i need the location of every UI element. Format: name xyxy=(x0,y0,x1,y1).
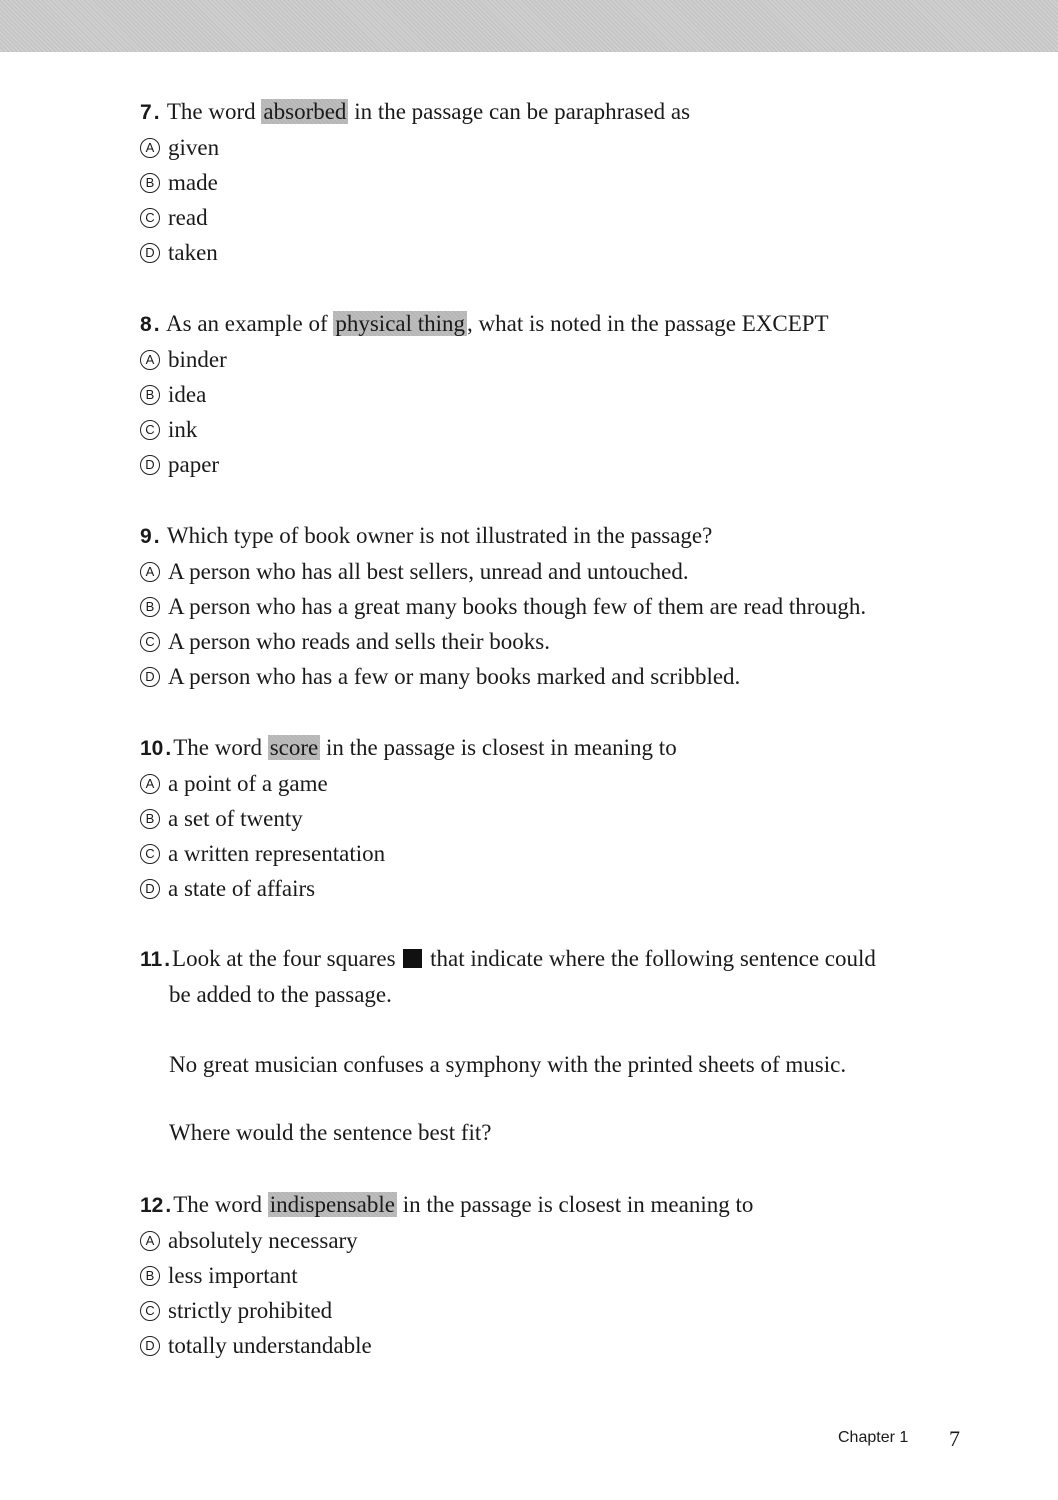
question-prompt: Where would the sentence best fit? xyxy=(169,1120,492,1145)
question-stem: 10.The word score in the passage is closest in meaning to xyxy=(140,735,677,760)
question-10 xyxy=(140,730,1020,906)
option-letter-circle: C xyxy=(140,632,160,652)
option-letter-circle: C xyxy=(140,844,160,864)
option-b[interactable] xyxy=(140,801,1020,836)
option-a[interactable] xyxy=(140,1223,1020,1258)
option-text: a state of affairs xyxy=(168,876,316,901)
question-stem: 7. The word absorbed in the passage can be paraphrased as xyxy=(140,99,691,124)
option-c[interactable] xyxy=(140,836,1020,871)
option-letter-circle: B xyxy=(140,385,160,405)
option-text: ink xyxy=(168,417,198,442)
option-a[interactable] xyxy=(140,766,1020,801)
highlighted-word: score xyxy=(269,735,319,760)
option-text: less important xyxy=(168,1263,298,1288)
option-d[interactable] xyxy=(140,235,1020,270)
option-text: strictly prohibited xyxy=(168,1298,333,1323)
option-text: binder xyxy=(168,347,227,372)
option-text: a set of twenty xyxy=(168,806,303,831)
option-text: A person who has a great many books though few of them are read through. xyxy=(168,594,867,619)
black-square-icon xyxy=(403,949,422,968)
option-text: taken xyxy=(168,240,218,265)
option-c[interactable] xyxy=(140,624,1020,659)
option-letter-circle: A xyxy=(140,350,160,370)
option-b[interactable] xyxy=(140,589,1020,624)
option-b[interactable] xyxy=(140,1258,1020,1293)
question-number: 11 xyxy=(140,948,163,971)
option-text: absolutely necessary xyxy=(168,1228,358,1253)
question-stem: 11.Look at the four squares that indicate where the following sentence could xyxy=(140,946,876,971)
option-a[interactable] xyxy=(140,554,1020,589)
option-letter-circle: D xyxy=(140,1336,160,1356)
question-number: 10 xyxy=(140,737,164,760)
option-text: a point of a game xyxy=(168,771,328,796)
option-letter-circle: A xyxy=(140,1231,160,1251)
option-a[interactable] xyxy=(140,342,1020,377)
question-11 xyxy=(140,941,1020,1150)
question-8 xyxy=(140,306,1020,482)
option-text: given xyxy=(168,135,220,160)
option-b[interactable] xyxy=(140,165,1020,200)
option-text: totally understandable xyxy=(168,1333,372,1358)
option-text: A person who reads and sells their books. xyxy=(168,629,550,654)
highlighted-word: indispensable xyxy=(269,1192,395,1217)
question-12 xyxy=(140,1187,1020,1363)
option-letter-circle: D xyxy=(140,667,160,687)
option-letter-circle: B xyxy=(140,809,160,829)
option-letter-circle: B xyxy=(140,1266,160,1286)
option-text: a written representation xyxy=(168,841,386,866)
question-number: 9 xyxy=(140,525,152,548)
highlighted-word: absorbed xyxy=(263,99,347,124)
option-d[interactable] xyxy=(140,871,1020,906)
option-b[interactable] xyxy=(140,377,1020,412)
option-letter-circle: D xyxy=(140,879,160,899)
option-letter-circle: B xyxy=(140,597,160,617)
highlighted-word: physical thing xyxy=(335,311,466,336)
option-a[interactable] xyxy=(140,130,1020,165)
option-text: made xyxy=(168,170,218,195)
question-stem: 12.The word indispensable in the passage is closest in meaning to xyxy=(140,1192,754,1217)
page-number: 7 xyxy=(949,1426,960,1451)
insert-sentence: No great musician confuses a symphony with the printed sheets of music. xyxy=(169,1052,847,1077)
option-d[interactable] xyxy=(140,1328,1020,1363)
question-stem: 9. Which type of book owner is not illustrated in the passage? xyxy=(140,523,713,548)
top-header-band xyxy=(0,0,1058,52)
option-d[interactable] xyxy=(140,447,1020,482)
option-text: paper xyxy=(168,452,220,477)
question-stem: 8. As an example of physical thing, what is noted in the passage EXCEPT xyxy=(140,311,829,336)
option-letter-circle: D xyxy=(140,243,160,263)
option-text: A person who has all best sellers, unread and untouched. xyxy=(168,559,689,584)
footer-chapter-label: Chapter 1 xyxy=(838,1429,909,1446)
option-letter-circle: A xyxy=(140,562,160,582)
option-letter-circle: B xyxy=(140,173,160,193)
option-c[interactable] xyxy=(140,412,1020,447)
option-d[interactable] xyxy=(140,659,1020,694)
question-7 xyxy=(140,94,1020,270)
option-letter-circle: D xyxy=(140,455,160,475)
option-letter-circle: A xyxy=(140,138,160,158)
option-letter-circle: C xyxy=(140,420,160,440)
option-text: A person who has a few or many books marked and scribbled. xyxy=(168,664,741,689)
option-text: read xyxy=(168,205,208,230)
option-c[interactable] xyxy=(140,1293,1020,1328)
option-c[interactable] xyxy=(140,200,1020,235)
option-text: idea xyxy=(168,382,207,407)
question-number: 8 xyxy=(140,313,152,336)
question-9 xyxy=(140,518,1020,694)
option-letter-circle: C xyxy=(140,208,160,228)
question-number: 12 xyxy=(140,1194,164,1217)
option-letter-circle: A xyxy=(140,774,160,794)
question-number: 7 xyxy=(140,101,152,124)
option-letter-circle: C xyxy=(140,1301,160,1321)
question-stem-continuation: be added to the passage. xyxy=(169,982,392,1007)
